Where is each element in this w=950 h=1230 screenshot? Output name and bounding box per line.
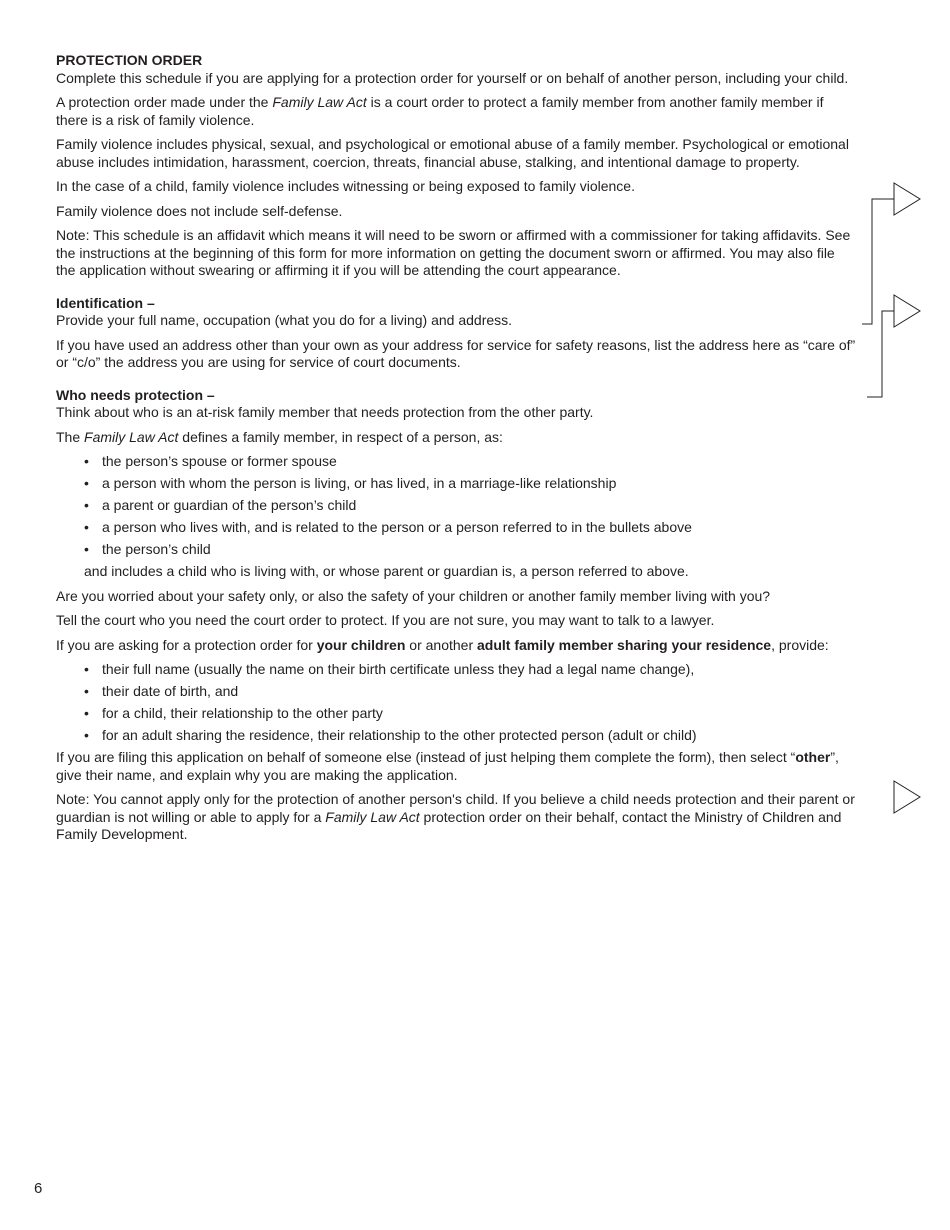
list-item-text: the person’s spouse or former spouse xyxy=(102,453,337,469)
child-violence-note: In the case of a child, family violence includes witnessing or being exposed to family violence. xyxy=(56,178,635,194)
list-item xyxy=(56,519,856,537)
list-item xyxy=(56,497,856,515)
bullet: • xyxy=(84,453,89,469)
act-name: Family Law Act xyxy=(272,94,367,110)
list-item xyxy=(56,683,856,701)
definition-post: is a court order to protect a family member from another family member if there is a risk of family violence. xyxy=(56,94,824,128)
tell-court-instruction: Tell the court who you need the court order to protect. If you are not sure, you may want to talk to a lawyer. xyxy=(56,612,715,628)
bullet: • xyxy=(84,541,89,557)
arrow-marker-icon xyxy=(894,183,920,215)
family-violence-definition: Family violence includes physical, sexual, and psychological or emotional abuse of a family member. Psychological or emotional abuse includes intimidation, harassment, coercion, threats, financial abuse, stalking, and intentional damage to property. xyxy=(56,136,849,170)
list-item xyxy=(56,475,856,493)
defines-pre: The xyxy=(56,428,85,445)
list-item-text: a person who lives with, and is related to the person or a person referred to in the bullets above xyxy=(102,519,692,535)
arrow-marker-icon xyxy=(894,295,920,327)
asking-mid: or another xyxy=(405,636,477,653)
act-name: Family Law Act xyxy=(84,428,179,445)
defines-post: defines a family member, in respect of a person, as: xyxy=(178,428,503,445)
child-note-post: protection order on their behalf, contact the Ministry of Children and Family Development. xyxy=(56,808,842,842)
section-title-protection-order: PROTECTION ORDER xyxy=(56,52,203,68)
address-for-service-instruction: If you have used an address other than your own as your address for service for safety reasons, list the address here as “care of” or “c/o” the address you are using for service of court documents. xyxy=(56,336,856,370)
other-post: ”, give their name, and explain why you are making the application. xyxy=(56,749,839,783)
family-member-list xyxy=(56,453,856,559)
arrow-marker-icon xyxy=(894,781,920,813)
your-children-emphasis: your children xyxy=(316,636,406,653)
list-item-text: a parent or guardian of the person’s child xyxy=(102,497,357,513)
at-risk-instruction: Think about who is an at-risk family member that needs protection from the other party. xyxy=(56,404,594,420)
other-pre: If you are filing this application on behalf of someone else (instead of just helping them complete the form), then select “ xyxy=(56,749,796,765)
list-item xyxy=(56,661,856,679)
list-item-text: for a child, their relationship to the other party xyxy=(102,705,383,721)
child-note-pre: Note: You cannot apply only for the protection of another person's child. If you believe a child needs protection and their parent or guardian is not willing or able to apply for a xyxy=(56,791,855,825)
list-item xyxy=(56,727,856,745)
bullet: • xyxy=(84,475,89,491)
list-item xyxy=(56,541,856,559)
list-item-text: for an adult sharing the residence, their relationship to the other protected person (adult or child) xyxy=(102,727,697,743)
includes-child-note: and includes a child who is living with, or whose parent or guardian is, a person referred to above. xyxy=(84,563,689,579)
self-defense-note: Family violence does not include self-defense. xyxy=(56,202,343,219)
bracket-line xyxy=(862,199,894,324)
identification-heading: Identification – xyxy=(56,294,155,311)
list-item-text: their full name (usually the name on their birth certificate unless they had a legal name change), xyxy=(102,661,695,677)
act-name: Family Law Act xyxy=(325,808,420,825)
instructions-content xyxy=(56,52,856,851)
intro-paragraph: Complete this schedule if you are applying for a protection order for yourself or on behalf of another person, including your child. xyxy=(56,69,849,86)
page-markers xyxy=(862,175,924,825)
child-protection-note xyxy=(56,791,856,844)
provide-details-list xyxy=(56,661,856,745)
adult-member-emphasis: adult family member sharing your residence xyxy=(477,636,772,653)
protection-order-definition xyxy=(56,94,856,129)
asking-pre: If you are asking for a protection order for xyxy=(56,636,317,653)
other-filer-instruction xyxy=(56,749,856,784)
bullet: • xyxy=(84,661,89,677)
affidavit-note: Note: This schedule is an affidavit which means it will need to be sworn or affirmed with a commissioner for taking affidavits. See the instructions at the beginning of this form for more information on getting the document sworn or affirmed. You may also file the application without swearing or affirming it if you will be attending the court appearance. xyxy=(56,227,851,278)
family-member-definition xyxy=(56,429,856,447)
bullet: • xyxy=(84,497,89,513)
page-number: 6 xyxy=(34,1180,43,1197)
bullet: • xyxy=(84,727,89,743)
asking-for-order-instruction xyxy=(56,637,856,655)
bullet: • xyxy=(84,705,89,721)
list-item-text: the person’s child xyxy=(102,541,211,557)
identification-instruction: Provide your full name, occupation (what you do for a living) and address. xyxy=(56,312,513,328)
bullet: • xyxy=(84,683,89,699)
other-emphasis: other xyxy=(795,749,831,765)
definition-pre: A protection order made under the xyxy=(56,94,273,110)
who-needs-protection-heading: Who needs protection – xyxy=(56,386,215,403)
list-item xyxy=(56,705,856,723)
worried-question: Are you worried about your safety only, or also the safety of your children or another family member living with you? xyxy=(56,587,771,604)
asking-post: , provide: xyxy=(771,636,829,653)
list-item-text: a person with whom the person is living, or has lived, in a marriage-like relationship xyxy=(102,475,617,491)
list-item-text: their date of birth, and xyxy=(102,683,239,699)
bullet: • xyxy=(84,519,89,535)
list-item xyxy=(56,453,856,471)
